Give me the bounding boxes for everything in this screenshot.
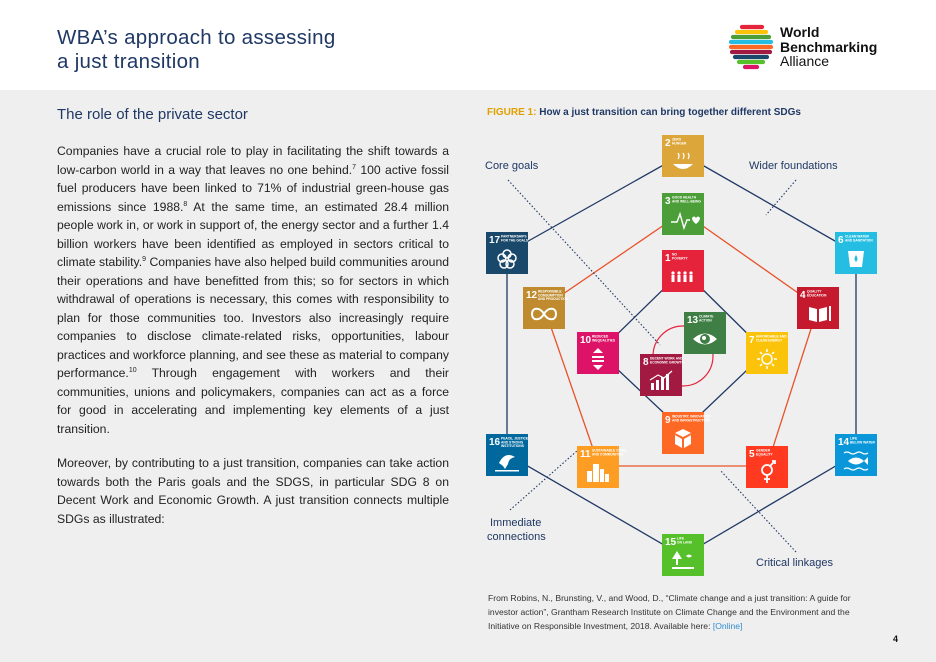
page-title: [57, 26, 336, 74]
sdg-title: INSTITUTIONS: [501, 444, 524, 449]
sdg-number: 9: [665, 415, 671, 426]
sdg-title: INDUSTRY, INNOVATION: [672, 414, 711, 419]
sdg-number: 8: [643, 357, 649, 368]
figure-source: [488, 591, 880, 633]
sdg-tile-5: [746, 446, 788, 488]
sdg-tile-6: [835, 232, 877, 274]
sdg-title: LIFE: [677, 536, 685, 541]
sdg-tiles: [486, 135, 877, 576]
sdg-tile-15: [662, 534, 704, 576]
sdg-number: 14: [838, 437, 850, 448]
sdg-tile-12: [523, 287, 569, 329]
sdg-title: CLEAN ENERGY: [756, 338, 783, 343]
sdg-tile-7: [746, 332, 788, 374]
wba-logo: [728, 20, 888, 72]
sdg-title: ACTION: [699, 318, 712, 323]
sdg-title: DECENT WORK AND: [650, 356, 683, 361]
sdg-tile-1: [662, 250, 704, 292]
sdg-title: LIFE: [850, 436, 858, 441]
sdg-title: QUALITY: [807, 289, 822, 294]
page-number: 4: [893, 634, 899, 644]
sdg-title: AND PRODUCTION: [538, 297, 569, 302]
footnote-9: 9: [142, 255, 147, 263]
sdg-tile-17: [486, 232, 529, 274]
sdg-number: 5: [749, 449, 755, 460]
logo-line3: Alliance: [780, 53, 830, 69]
label-critical-linkages: Critical linkages: [756, 557, 834, 569]
sdg-title: ON LAND: [677, 540, 693, 545]
section-title: The role of the private sector: [57, 106, 248, 123]
sdg-tile-10: [577, 332, 619, 374]
sdg-title: SUSTAINABLE CITIES: [592, 448, 627, 453]
sdg-title: GENDER: [756, 448, 771, 453]
sdg-figure: [480, 128, 900, 578]
sdg-title: HUNGER: [672, 141, 687, 146]
logo-line2: Benchmarking: [780, 38, 878, 55]
sdg-title: FOR THE GOALS: [501, 238, 529, 243]
logo-line1: World: [780, 24, 820, 40]
sdg-title: AND INFRASTRUCTURE: [672, 418, 711, 423]
sdg-title: PARTNERSHIPS: [501, 234, 527, 239]
sdg-title: CLEAN WATER: [845, 234, 869, 239]
source-text: From Robins, N., Brunsting, V., and Wood, D., “Climate change and a just transition: A guide for investor action”, Grantham Research Institute on Climate Change and the Environment and the Initiative on Responsible Investment, 2018. Available here:: [488, 593, 851, 631]
label-immediate-1: Immediate: [490, 517, 542, 529]
paragraph-1: Companies have a crucial role to play in facilitating the shift towards a low-carbon world in a way that leaves no one behind.$^7$ 100 active fossil fuel producers have been linked to 71% of industrial green-house gas emissions since 1988.$^8$ At the same time, an estimated 28.4 million people work in, or work in support of, the energy sector and a further 1.4 billion workers have been identified as employed in sectors critical to climate stability.$^9$ Companies have also helped build communities around their operations and have benefitted from this; so for sectors in which withdrawal of operations is necessary, this comes with responsibility to plan for those communities too. Investors also increasingly require companies to disclose climate-related risks, opportunities, labour practices and workforce planning, and see these as material to company performance.$^{10}$ Through engagement with workers and their communities, unions and policymakers, companies can act as a force for good in accelerating and implementing key elements of a just transition.: [57, 144, 450, 436]
sdg-number: 10: [580, 335, 592, 346]
sdg-number: 16: [489, 437, 501, 448]
sdg-title: REDUCED: [592, 334, 609, 339]
sdg-number: 4: [800, 290, 806, 301]
sdg-title: GOOD HEALTH: [672, 195, 697, 200]
footnote-8: 8: [183, 200, 188, 208]
sdg-title: INEQUALITIES: [592, 338, 616, 343]
sdg-number: 15: [665, 537, 677, 548]
sdg-number: 6: [838, 235, 844, 246]
sdg-tile-2: [662, 135, 704, 177]
footnote-7: 7: [352, 163, 357, 171]
sdg-tile-4: [797, 287, 839, 329]
sdg-tile-11: [577, 446, 628, 488]
sdg-number: 3: [665, 196, 671, 207]
sdg-number: 1: [665, 253, 671, 264]
label-wider-foundations: Wider foundations: [749, 160, 838, 172]
figure-label: FIGURE 1:: [487, 107, 537, 118]
page-header: [0, 0, 936, 90]
sdg-tile-13: [684, 312, 726, 354]
sdg-title: AFFORDABLE AND: [756, 334, 787, 339]
sdg-title: AND STRONG: [501, 440, 524, 445]
sdg-title: CLIMATE: [699, 314, 714, 319]
sdg-title: AND SANITATION: [845, 238, 873, 243]
sdg-title: ECONOMIC GROWTH: [650, 360, 685, 365]
sdg-title: POVERTY: [672, 256, 688, 261]
sdg-tile-9: [662, 412, 711, 454]
sdg-title: BELOW WATER: [850, 440, 875, 445]
label-immediate-2: connections: [487, 531, 546, 543]
page-title-line1: WBA’s approach to assessing: [57, 26, 336, 49]
paragraph-2: Moreover, by contributing to a just transition, companies can take action towards both the Paris goals and the SDGS, in particular SDG 8 on Decent Work and Economic Growth. A just transition connects multiple SDGs as illustrated:: [57, 456, 449, 526]
sdg-number: 17: [489, 235, 501, 246]
sdg-tile-8: [640, 354, 685, 396]
footnote-10: 10: [128, 366, 137, 374]
sdg-tile-16: [486, 434, 529, 476]
inner-immediate-ring: [599, 270, 766, 431]
sdg-title: EQUALITY: [756, 452, 773, 457]
sdg-6-icon: [848, 251, 864, 267]
sdg-title: CONSUMPTION: [538, 293, 563, 298]
page-title-line2: a just transition: [57, 50, 200, 73]
sdg-title: AND WELL-BEING: [672, 199, 701, 204]
label-core-goals: Core goals: [485, 160, 539, 172]
wba-logo-mark-icon: [728, 20, 778, 72]
sdg-title: AND COMMUNITIES: [592, 452, 624, 457]
sdg-tile-3: [662, 193, 704, 235]
sdg-number: 7: [749, 335, 755, 346]
sdg-title: ZERO: [672, 137, 682, 142]
sdg-title: NO: [672, 252, 677, 257]
sdg-title: RESPONSIBLE: [538, 289, 562, 294]
figure-caption-text: How a just transition can bring together different SDGs: [539, 107, 801, 118]
sdg-title: EDUCATION: [807, 293, 827, 298]
sdg-number: 2: [665, 138, 671, 149]
figure-caption: [487, 107, 801, 118]
wba-logo-text: [780, 25, 877, 69]
sdg-tile-14: [835, 434, 877, 476]
sdg-number: 11: [580, 449, 591, 460]
sdg-number: 13: [687, 315, 699, 326]
sdg-number: 12: [526, 290, 538, 301]
sdg-title: PEACE, JUSTICE: [501, 436, 529, 441]
source-online-link[interactable]: [Online]: [712, 621, 743, 631]
